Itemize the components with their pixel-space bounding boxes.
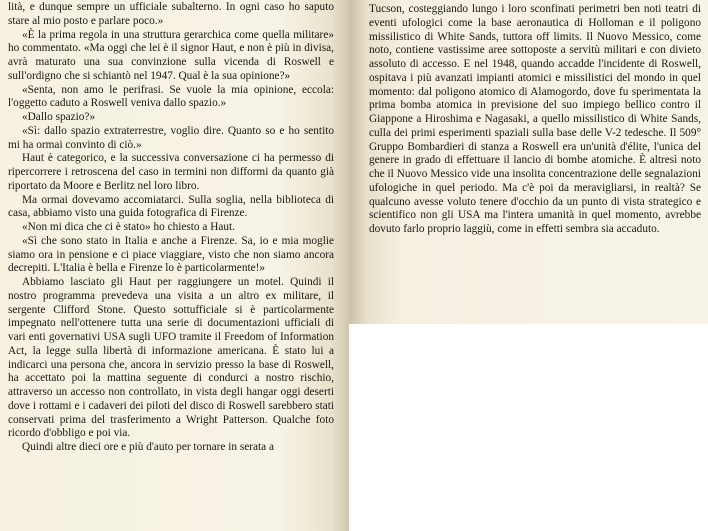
paragraph: «È la prima regola in una struttura gerarchica come quella militare» ho commentato. «Ma oggi che lei è il signor Haut, e non è più in divisa, avrà maturato una sua convinzione sulla vicenda di Roswell e sull'ordigno che si schiantò nel 1947. Qual è la sua opinione?» xyxy=(8,28,334,82)
paragraph: «Senta, non amo le perifrasi. Se vuole la mia opinione, eccola: l'oggetto caduto a Roswell veniva dallo spazio.» xyxy=(8,83,334,110)
left-page-text xyxy=(8,1,334,455)
paragraph: «Sì che sono stato in Italia e anche a Firenze. Sa, io e mia moglie siamo ora in pensione e ci piace viaggiare, visto che non siamo ancora decrepiti. L'Italia è bella e Firenze lo è particolarmente!» xyxy=(8,234,334,275)
right-page-text xyxy=(369,3,701,237)
left-book-page xyxy=(0,0,349,531)
paragraph: «Sì: dallo spazio extraterrestre, voglio dire. Quanto so e ho sentito mi ha ormai convinto di ciò.» xyxy=(8,124,334,151)
paragraph: Quindi altre dieci ore e più d'auto per tornare in serata a xyxy=(22,441,275,453)
paragraph: «Non mi dica che ci è stato» ho chiesto a Haut. xyxy=(22,221,236,233)
paragraph: Tucson, costeggiando lungo i loro sconfinati perimetri ben noti teatri di eventi ufologici come la base aeronautica di Holloman e il poligono missilistico di White Sands, tuttora off limits. Il Nuovo Messico, come noto, contiene vastissime aree sottoposte a servitù militari e con divieto assoluto di accesso. E nel 1948, quando accadde l'incidente di Roswell, ospitava i più avanzati impianti atomici e missilistici del mondo in quel momento: dal poligono atomico di Alamogordo, dove fu sperimentata la prima bomba atomica in previsione del suo impiego bellico contro il Giappone a Hiroshima e Nagasaki, a quello missilistico di White Sands, culla dei primi esperimenti spaziali sulla base delle V-2 tedesche. Il 509° Gruppo Bombardieri di stanza a Roswell era un'unità d'élite, l'unica del genere in grado di effettuare il lancio di bombe atomiche. È altresì noto che il Nuovo Messico vide una insolita concentrazione delle segnalazioni ufologiche in quel periodo. Ma c'è poi da meravigliarsi, in realtà? Se qualcuno avesse voluto tenere d'occhio da un punto di vista strategico e scientifico non gli USA ma l'intera umanità in quel momento, avrebbe dovuto farlo proprio laggiù, come in effetti sembra sia accaduto. xyxy=(369,3,701,235)
blank-area xyxy=(349,324,708,531)
paragraph: lità, e dunque sempre un ufficiale subalterno. In ogni caso ho saputo stare al mio posto e parlare poco.» xyxy=(8,1,334,27)
paragraph: Haut è categorico, e la successiva conversazione ci ha permesso di ripercorrere i retroscena del caso in termini non difformi da quanto già riportato da Moore e Berlitz nel loro libro. xyxy=(8,152,334,192)
right-book-page xyxy=(349,0,708,324)
paragraph: «Dallo spazio?» xyxy=(22,111,96,123)
paragraph: Abbiamo lasciato gli Haut per raggiungere un motel. Quindi il nostro programma prevedeva una visita a un altro ex militare, il sergente Clifford Stone. Questo sottufficiale si è particolarmente impegnato nell'ottenere tutta una serie di documentazioni ufficiali di vari enti governativi USA sugli UFO tramite il Freedom of Information Act, la legge sulla libertà di informazione americana. È stato lui a indicarci una persona che, ancora in servizio presso la base di Roswell, ha accettato poi la mattina seguente di condurci a nostro rischio, attraverso un accesso non controllato, in vista degli hangar oggi deserti dove i rottami e i cadaveri dei piloti del disco di Roswell sarebbero stati conservati prima del trasferimento a Wright Patterson. Qualche foto ricordo d'obbligo e poi via. xyxy=(8,276,334,440)
paragraph: Ma ormai dovevamo accomiatarci. Sulla soglia, nella biblioteca di casa, abbiamo visto una guida fotografica di Firenze. xyxy=(8,193,334,220)
